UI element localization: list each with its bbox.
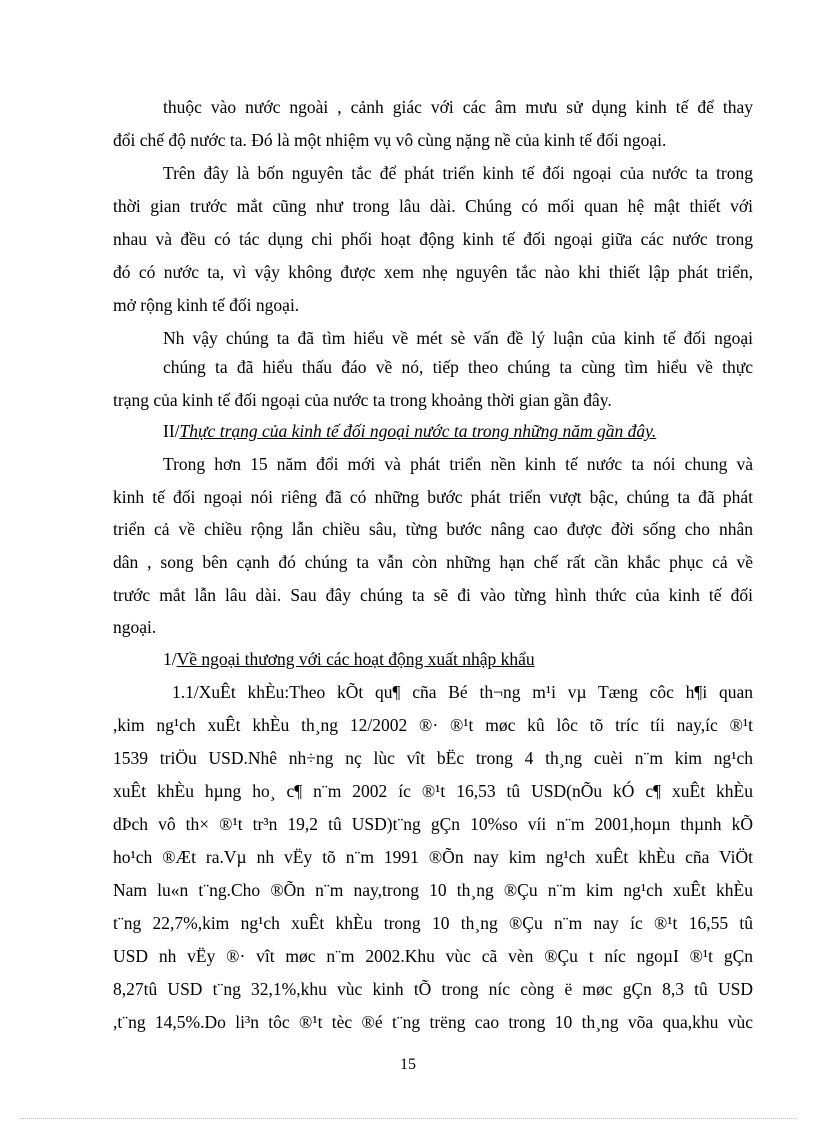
paragraph-line: xuÊt khÈu hµng ho¸ c¶ n¨m 2002 íc ®¹t 16,53 tû USD(nÕu kÓ c¶ xuÊt khÈu [113, 781, 753, 801]
section-heading [163, 420, 753, 442]
page-bottom-border [20, 1118, 796, 1119]
paragraph-line: đó có nước ta, vì vậy không được xem nhẹ nguyên tắc nào khi thiết lập phát triển, [113, 262, 753, 282]
subsection-title: Về ngoại thương với các hoạt động xuất nhập khẩu [176, 649, 535, 669]
paragraph-line: 1539 triÖu USD.Nhê nh÷ng nç lùc vît bËc trong 4 th¸ng cuèi n¨m kim ng¹ch [113, 748, 753, 768]
section-number: II/ [163, 421, 180, 441]
paragraph-line: t¨ng 22,7%,kim ng¹ch xuÊt khÈu trong 10 th¸ng ®Çu n¨m nay íc ®¹t 16,55 tû [113, 913, 753, 933]
paragraph-line: ,kim ng¹ch xuÊt khÈu th¸ng 12/2002 ®· ®¹t møc kû lôc tõ tríc tíi nay,íc ®¹t [113, 715, 753, 735]
paragraph-line: Nam lu«n t¨ng.Cho ®Õn n¨m nay,trong 10 th¸ng ®Çu n¨m kim ng¹ch xuÊt khÈu [113, 880, 753, 900]
paragraph-line: ,t¨ng 14,5%.Do li³n tôc ®¹t tèc ®é t¨ng trëng cao trong 10 th¸ng võa qua,khu vùc [113, 1012, 753, 1032]
paragraph-line: Trong hơn 15 năm đổi mới và phát triển nền kinh tế nước ta nói chung và [163, 454, 753, 474]
paragraph-line: ngoại. [113, 617, 157, 637]
paragraph-line: USD nh vËy ®· vît møc n¨m 2002.Khu vùc cã vèn ®Çu t níc ngoµI ®¹t gÇn [113, 946, 753, 966]
paragraph-line: dÞch vô th× ®¹t tr³n 19,2 tû USD)t¨ng gÇn 10%so víi n¨m 2001,hoµn thµnh kÕ [113, 814, 753, 834]
paragraph-line: kinh tế đối ngoại nói riêng đã có những bước phát triển vượt bậc, chúng ta đã phát [113, 487, 753, 507]
paragraph-line: nhau và đều có tác dụng chi phối hoạt động kinh tế đối ngoại giữa các nước trong [113, 229, 753, 249]
subsection-heading [163, 648, 753, 670]
paragraph-line: Trên đây là bốn nguyên tắc để phát triển kinh tế đối ngoại của nước ta trong [163, 163, 753, 183]
section-title: Thực trạng của kinh tế đối ngoại nước ta trong những năm gần đây. [179, 421, 657, 441]
paragraph-line: thuộc vào nước ngoài , cảnh giác với các âm mưu sử dụng kinh tế để thay [163, 97, 753, 117]
paragraph-line: triển cả về chiều rộng lẫn chiều sâu, từng bước nâng cao được đời sống cho nhân [113, 519, 753, 539]
paragraph-line: trước mắt lẫn lâu dài. Sau đây chúng ta sẽ đi vào từng hình thức của kinh tế đối [113, 585, 753, 605]
page-number: 15 [400, 1056, 416, 1073]
paragraph-line: 8,27tû USD t¨ng 32,1%,khu vùc kinh tÕ trong níc còng ë møc gÇn 8,3 tû USD [113, 979, 753, 999]
paragraph-line: mở rộng kinh tế đối ngoại. [113, 295, 300, 315]
paragraph-line: 1.1/XuÊt khÈu:Theo kÕt qu¶ cña Bé th¬ng m¹i vµ Tæng côc h¶i quan [172, 682, 753, 702]
paragraph-line: trạng của kinh tế đối ngoại của nước ta trong khoảng thời gian gần đây. [113, 390, 612, 410]
paragraph-line: ho¹ch ®Æt ra.Vµ nh vËy tõ n¨m 1991 ®Õn nay kim ng¹ch xuÊt khÈu cña ViÖt [113, 847, 753, 867]
subsection-number: 1/ [163, 649, 177, 669]
paragraph-line: chúng ta đã hiểu thấu đáo về nó, tiếp theo chúng ta cùng tìm hiểu về thực [163, 357, 753, 377]
paragraph-line: Nh vậy chúng ta đã tìm hiểu về mét sè vấn đề lý luận của kinh tế đối ngoại [163, 328, 753, 348]
paragraph-line: dân , song bên cạnh đó chúng ta vẫn còn những hạn chế rất cần khắc phục cả về [113, 552, 753, 572]
paragraph-line: thời gian trước mắt cũng như trong lâu dài. Chúng có mối quan hệ mật thiết với [113, 196, 753, 216]
paragraph-line: đổi chế độ nước ta. Đó là một nhiệm vụ vô cùng nặng nề của kinh tế đối ngoại. [113, 130, 667, 150]
